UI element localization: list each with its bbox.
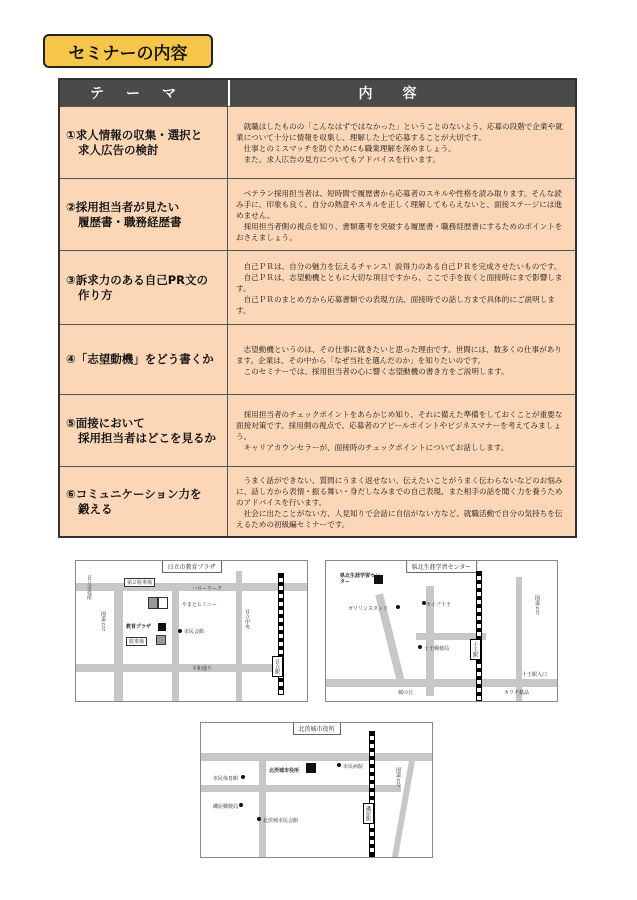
map-label: 国道６号 (100, 611, 106, 631)
map-title: 県北生涯学習センター (406, 560, 478, 573)
map-label: 磯原郵便局 (213, 804, 239, 810)
map-label: 市民会館 (184, 629, 205, 635)
road (114, 583, 123, 702)
building-marker (158, 623, 166, 631)
map-kenpoku (325, 560, 558, 702)
theme-line: 求人広告の検討 (78, 142, 159, 157)
place-marker (396, 605, 400, 609)
map-label: ガソリンスタンド (348, 606, 388, 612)
row-theme (60, 179, 228, 250)
theme-line: ②採用担当者が見たい (66, 199, 180, 214)
map-title: 北茨城市役所 (292, 722, 340, 735)
map-label: やまとヒミニー (182, 602, 218, 608)
map-label: 十王駅入口 (522, 672, 548, 678)
content-paragraph: 仕事とのミスマッチを防ぐためにも職業理解を深めましょう。 (243, 144, 456, 153)
building-marker (306, 763, 316, 773)
table-row (60, 466, 575, 536)
header-theme: テーマ (90, 86, 198, 102)
parking (156, 635, 166, 645)
map-title: 日立市教育プラザ (161, 560, 221, 573)
map-label: 十王郵便局 (424, 646, 450, 652)
content-paragraph: 自己ＰＲのまとめ方から応募書類での表現方法、面接時での話し方まで具体的にご説明します。 (236, 294, 555, 315)
map-hitachi (75, 560, 308, 702)
road (516, 577, 522, 702)
map-label: 城の丘 (398, 690, 414, 696)
seminar-table (58, 78, 577, 538)
parking-2 (148, 597, 158, 609)
place-marker (241, 775, 245, 779)
map-label: ハローワーク (192, 586, 223, 592)
road (259, 753, 266, 858)
row-content (228, 251, 575, 324)
map-label: 駐車場 (126, 637, 147, 646)
railway (476, 571, 482, 701)
road (201, 753, 433, 761)
map-label: 日立市役所 (86, 575, 92, 600)
station-label: 十王駅 (470, 639, 481, 660)
table-row (60, 106, 575, 178)
theme-line: 採用担当者はどこを見るか (78, 430, 216, 445)
content-paragraph: このセミナーでは、採用担当者の心に響く志望動機の書き方をご説明します。 (243, 366, 509, 376)
map-label: 市民体育館 (213, 776, 239, 782)
section-title: セミナーの内容 (43, 34, 213, 68)
map-label: 国道６号 (534, 595, 540, 615)
theme-line: 作り方 (78, 287, 113, 302)
map-label: 市民病院 (343, 764, 364, 770)
map-label: 平和通り (192, 666, 213, 672)
row-theme (60, 251, 228, 324)
theme-line: ①求人情報の収集・選択と (66, 127, 203, 142)
row-content (228, 325, 575, 394)
road (326, 679, 558, 687)
theme-line: 履歴書・職務経歴書 (78, 214, 182, 229)
theme-line: ③訴求力のある自己PR文の (66, 272, 209, 287)
table-row (60, 324, 575, 394)
content-paragraph: また、求人広告の見方についてもアドバイスを行います。 (243, 155, 441, 164)
content-paragraph: 社会に出たことがない方、人見知りで会話に自信がない方など、就職活動で自分の気持ちを伝えるための初級編セミナーです。 (236, 508, 563, 529)
row-theme (60, 467, 228, 536)
map-label: 国道６号 (395, 767, 401, 787)
place-marker (418, 645, 422, 649)
table-row (60, 178, 575, 250)
row-theme (60, 395, 228, 466)
content-paragraph: キャリアカウンセラーが、面接時のチェックポイントについてお話しします。 (243, 443, 509, 452)
theme-line: ④「志望動機」をどう書くか (66, 352, 214, 366)
place-marker (337, 763, 341, 767)
map-label: 北茨城市役所 (269, 768, 300, 774)
table-header (60, 80, 575, 106)
content-paragraph: ベテラン採用担当者は、短時間で履歴書から応募者のスキルや性格を読み取ります。そんな読み手に、印象も良く、自分の熱意やスキルを正しく理解してもらえないと、面接ステージには進めません。 (236, 188, 562, 220)
row-content (228, 107, 575, 178)
content-paragraph: うまく話ができない、質問にうまく返せない、伝えたいことがうまく伝わらないなどのお悩みに、話し方から表情・振る舞い・身だしなみまでの自己表現、また相手の話を聞く力を養うためのアドバイスを行います。 (236, 475, 563, 507)
row-content (228, 395, 575, 466)
content-paragraph: 採用担当者側の視点を知り、書類選考を突破する履歴書・職務経歴書にするためのポイントをおさえましょう。 (236, 221, 563, 242)
theme-line: ⑥コミュニケーション力を (66, 486, 202, 501)
place-marker (257, 817, 261, 821)
map-label: 第２駐車場 (124, 578, 155, 587)
map-label: 日立中央 (244, 609, 250, 629)
station-label: 磯原駅 (363, 803, 374, 824)
place-marker (422, 601, 426, 605)
row-content (228, 467, 575, 536)
station-label: 日立駅 (272, 656, 283, 677)
map-label: セイブ十王 (426, 602, 451, 608)
header-content: 内容 (228, 80, 575, 106)
content-paragraph: 志望動機というのは、その仕事に就きたいと思った理由です。世間には、数多くの仕事があります。企業は、その中から「なぜ当社を選んだのか」を知りたいのです。 (236, 344, 562, 365)
place-marker (178, 629, 182, 633)
map-label: 教育プラザ (126, 624, 152, 630)
row-theme (60, 107, 228, 178)
road (236, 571, 242, 702)
map-label: 県北生涯学習センター (340, 573, 381, 585)
theme-line: ⑤面接において (66, 415, 145, 430)
map-kitaibaraki (200, 722, 433, 858)
road (172, 583, 179, 702)
content-paragraph: 自己ＰＲは、自分の魅力を伝えるチャンス！説得力のある自己ＰＲを完成させたいものです。 (243, 261, 562, 271)
parking (158, 597, 168, 609)
row-content (228, 179, 575, 250)
row-theme (60, 325, 228, 394)
railway (369, 731, 375, 857)
table-row (60, 394, 575, 466)
content-paragraph: 自己ＰＲは、志望動機とともに大切な項目ですから、ここで手を抜くと面接時にまで影響します。 (236, 272, 563, 293)
content-paragraph: 就職はしたものの「こんなはずではなかった」ということのないよう、応募の段階で企業や就業について十分に情報を収集し、理解した上で応募することが大切です。 (236, 122, 563, 142)
map-label: 北茨城市民会館 (263, 818, 299, 824)
content-paragraph: 採用担当者のチェックポイントをあらかじめ知り、それに備えた準備をしておくことが重要な面接対策です。採用側の視点で、応募者のアピールポイントやビジネスマナーを考えてみましょう。 (236, 410, 563, 441)
table-row (60, 250, 575, 324)
place-marker (239, 803, 243, 807)
map-label: カワチ薬品 (504, 690, 530, 696)
theme-line: 鍛える (78, 501, 113, 516)
